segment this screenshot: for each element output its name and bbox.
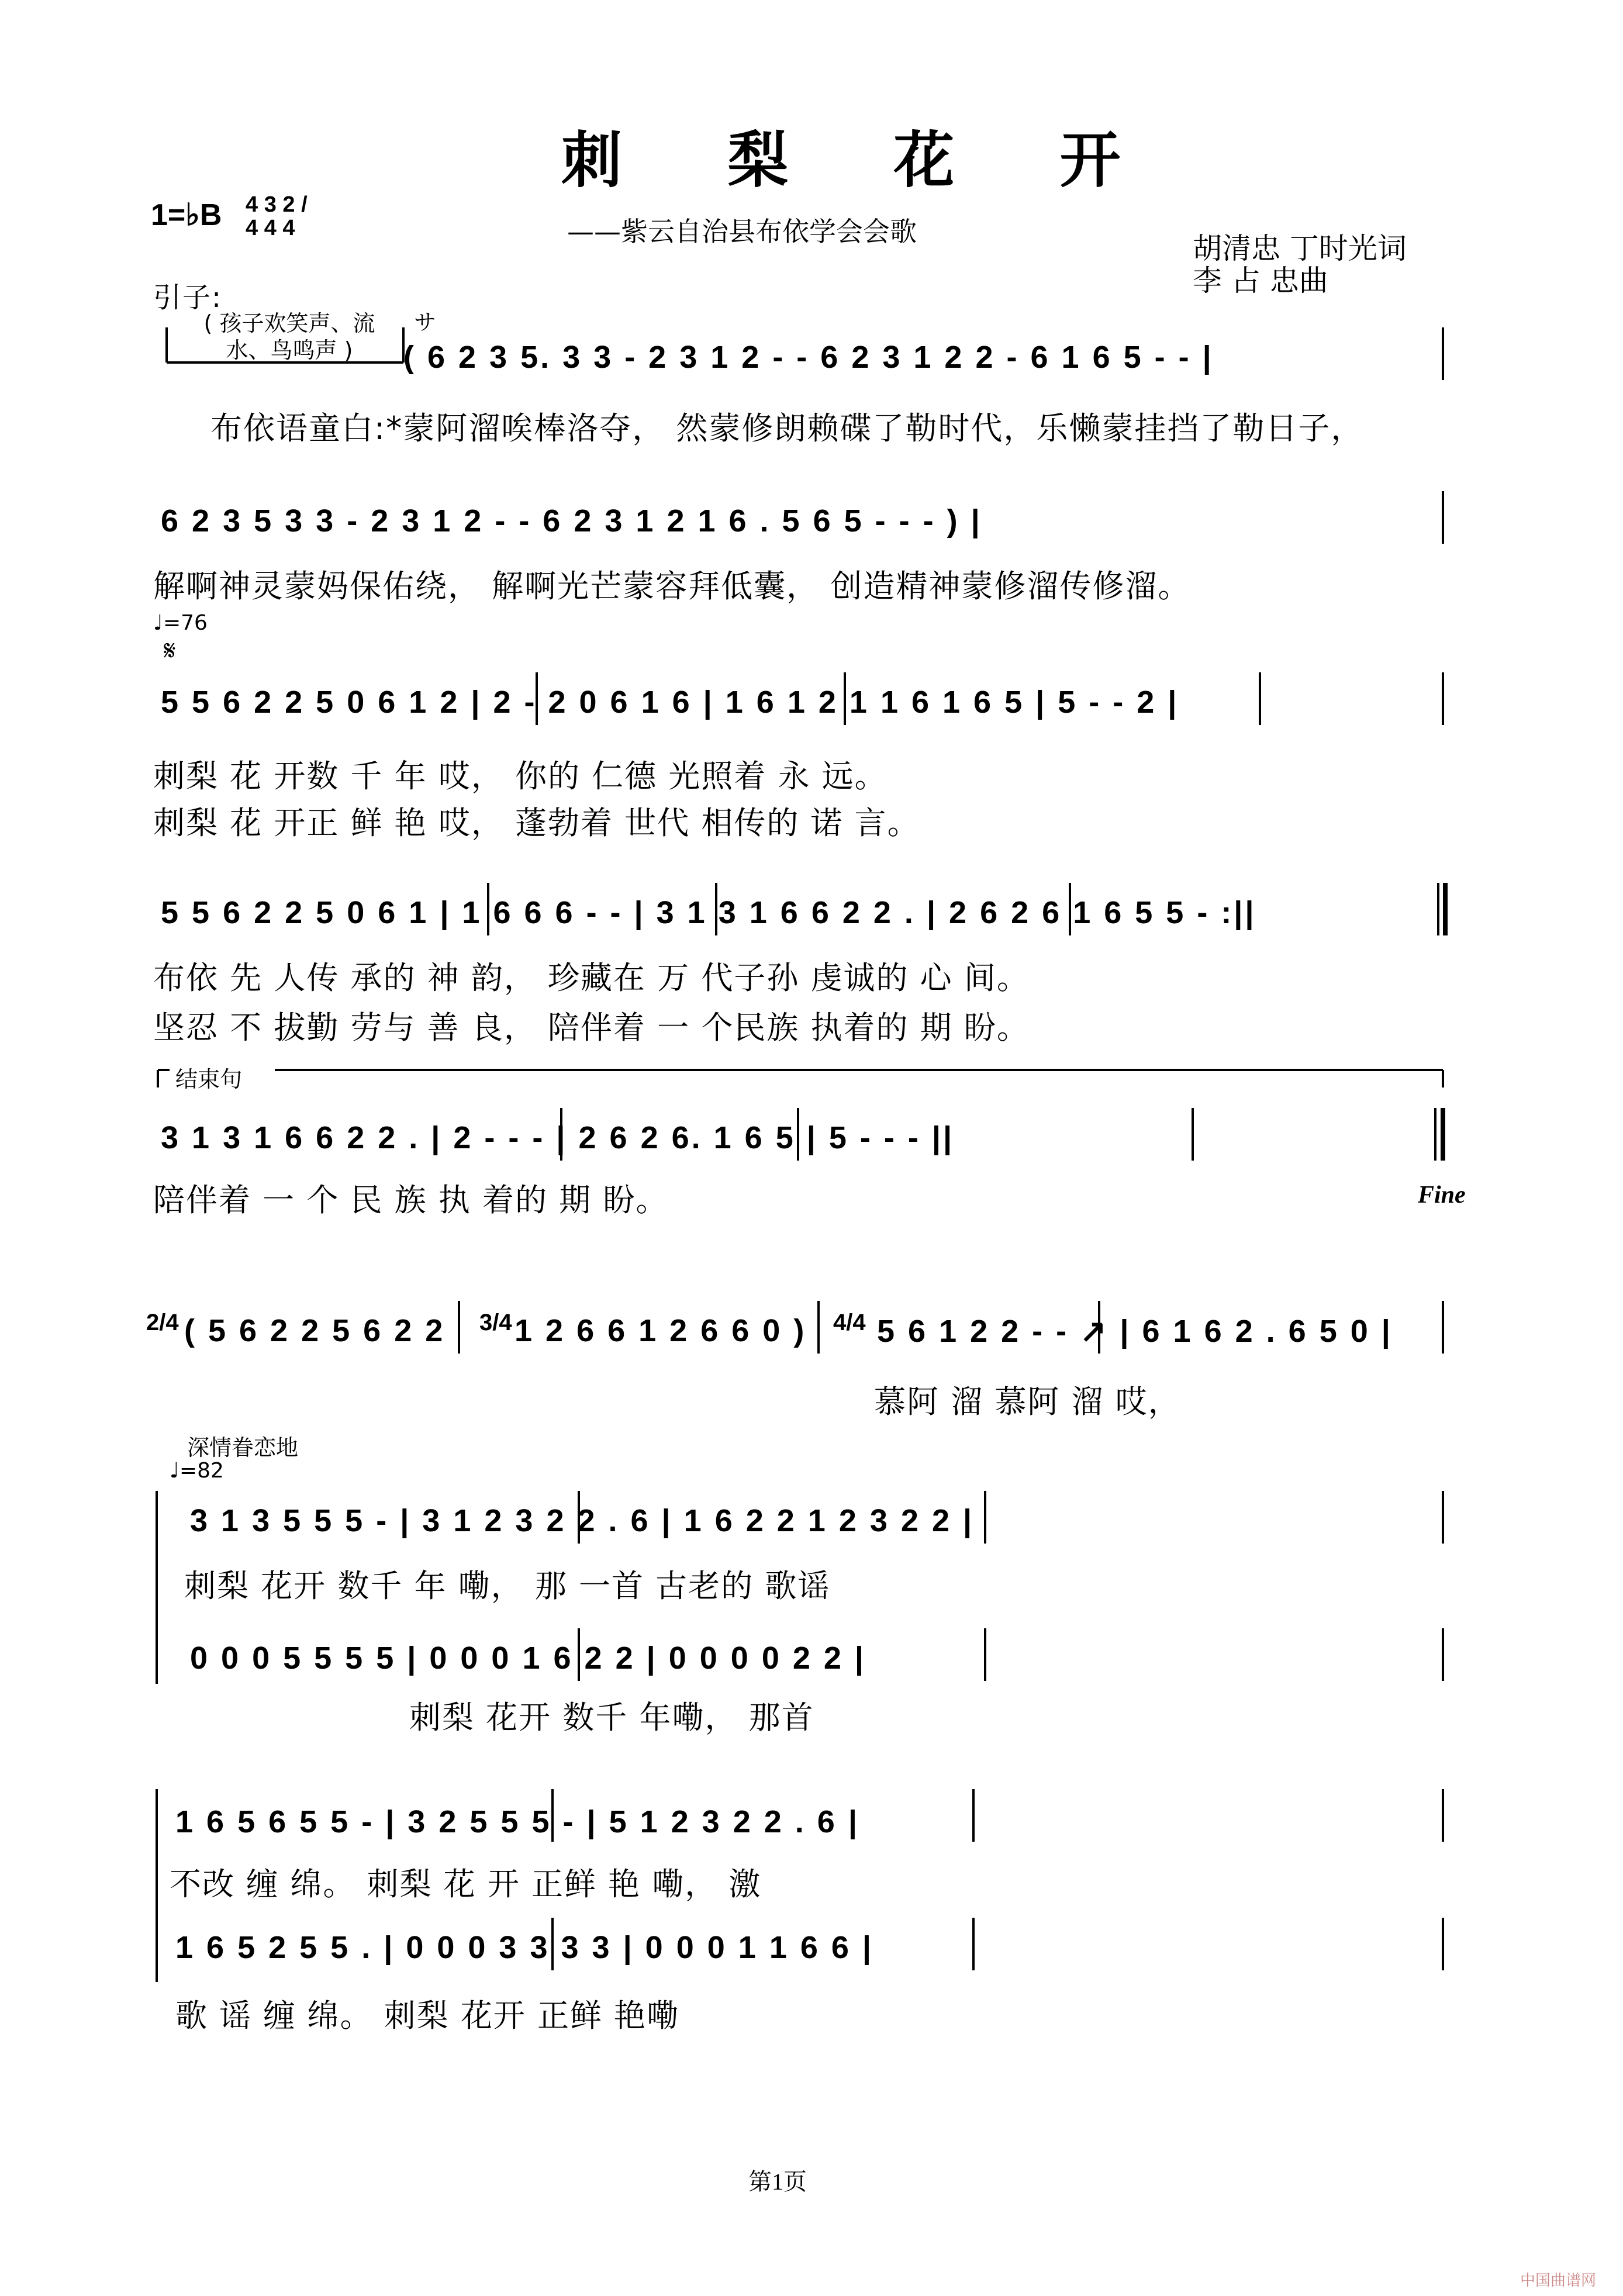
watermark-logo: 中国曲谱网 <box>1520 2272 1597 2290</box>
interlude-time-b: 3/4 <box>479 1310 512 1335</box>
interlude-time-a: 2/4 <box>146 1310 179 1335</box>
tempo-marking-2: ♩=82 <box>170 1459 224 1483</box>
free-tempo-mark: サ <box>414 309 437 335</box>
intro-sound-note: ( 孩子欢笑声、流水、鸟鸣声 ) <box>203 310 375 363</box>
time-signature: 4 3 2 / 4 4 4 <box>246 192 308 240</box>
intro-line2-notes: 6 2 3 5 3 3 - 2 3 1 2 - - 6 2 3 1 2 1 6 . 5 6 5 - - - ) | <box>161 503 982 538</box>
section2-lower2-notes: 1 6 5 2 5 5 . | 0 0 0 3 3 3 3 | 0 0 0 1 1 6 6 | <box>175 1930 874 1965</box>
key-signature: 1=♭B <box>151 198 222 232</box>
coda-notes: 3 1 3 1 6 6 2 2 . | 2 - - - | 2 6 2 6. 1 6 5 | 5 - - - || <box>161 1120 955 1155</box>
section2-upper2-notes: 1 6 5 6 5 5 - | 3 2 5 5 5 - | 5 1 2 3 2 2 . 6 | <box>175 1804 859 1839</box>
lyricist-credit: 胡清忠 丁时光词 <box>1193 232 1407 265</box>
coda-lyric: 陪伴着 一 个 民 族 执 着的 期 盼。 <box>153 1182 669 1218</box>
expression-marking: 深情眷恋地 <box>187 1435 299 1461</box>
section2-lower1-lyric: 刺梨 花开 数千 年嘞， 那首 <box>409 1699 814 1736</box>
verse1-line2-lyric-a: 布依 先 人传 承的 神 韵， 珍藏在 万 代子孙 虔诚的 心 间。 <box>153 959 1030 996</box>
page-number: 第1页 <box>748 2169 807 2195</box>
fine-marking: Fine <box>1418 1182 1466 1209</box>
verse1-line2-notes: 5 5 6 2 2 5 0 6 1 | 1 6 6 6 - - | 3 1 3 1 6 6 2 2 . | 2 6 2 6 1 6 5 5 - :|| <box>161 895 1256 930</box>
interlude-notes-a: ( 5 6 2 2 5 6 2 2 <box>184 1313 446 1348</box>
section2-upper2-lyric: 不改 缠 绵。 刺梨 花 开 正鲜 艳 嘞， 激 <box>170 1866 762 1903</box>
verse1-line1-lyric-b: 刺梨 花 开正 鲜 艳 哎， 蓬勃着 世代 相传的 诺 言。 <box>153 805 920 841</box>
coda-label: 结束句 <box>175 1066 243 1092</box>
segno-sign: 𝄋 <box>164 634 176 667</box>
section2-upper1-lyric: 刺梨 花开 数千 年 嘞， 那 一首 古老的 歌谣 <box>184 1568 831 1604</box>
interlude-notes-b: 1 2 6 6 1 2 6 6 0 ) <box>514 1313 807 1348</box>
section2-lower1-notes: 0 0 0 5 5 5 5 | 0 0 0 1 6 2 2 | 0 0 0 0 2 2 | <box>190 1641 866 1676</box>
intro-label: 引子: <box>153 281 223 314</box>
verse1-line1-lyric-a: 刺梨 花 开数 千 年 哎， 你的 仁德 光照着 永 远。 <box>153 758 888 795</box>
section2-upper1-notes: 3 1 3 5 5 5 - | 3 1 2 3 2 2 . 6 | 1 6 2 2 1 2 3 2 2 | <box>190 1503 975 1538</box>
section2-lower2-lyric: 歌 谣 缠 绵。 刺梨 花开 正鲜 艳嘞 <box>175 1997 680 2034</box>
page-title: 刺 梨 花 开 <box>561 125 1163 196</box>
intro-line1-notes: ( 6 2 3 5. 3 3 - 2 3 1 2 - - 6 2 3 1 2 2 - 6 1 6 5 - - | <box>403 340 1214 375</box>
composer-credit: 李 占 忠曲 <box>1193 264 1328 298</box>
interlude-notes-c: 5 6 1 2 2 - - ↗ | 6 1 6 2 . 6 5 0 | <box>877 1314 1393 1349</box>
subtitle: ——紫云自治县布依学会会歌 <box>567 216 917 247</box>
interlude-time-c: 4/4 <box>833 1310 866 1335</box>
verse1-line1-notes: 5 5 6 2 2 5 0 6 1 2 | 2 - 2 0 6 1 6 | 1 6 1 2 1 1 6 1 6 5 | 5 - - 2 | <box>161 685 1179 720</box>
interlude-lyric: 慕阿 溜 慕阿 溜 哎， <box>874 1383 1181 1420</box>
intro-line1-lyric: 布依语童白:*蒙阿溜唉棒洛夺， 然蒙修朗赖碟了勒时代，乐懒蒙挂挡了勒日子， <box>210 410 1364 447</box>
verse1-line2-lyric-b: 坚忍 不 拔勤 劳与 善 良， 陪伴着 一 个民族 执着的 期 盼。 <box>153 1009 1030 1046</box>
tempo-marking: ♩=76 <box>153 611 208 635</box>
intro-line2-lyric: 解啊神灵蒙妈保佑绕， 解啊光芒蒙容拜低囊， 创造精神蒙修溜传修溜。 <box>153 568 1191 605</box>
